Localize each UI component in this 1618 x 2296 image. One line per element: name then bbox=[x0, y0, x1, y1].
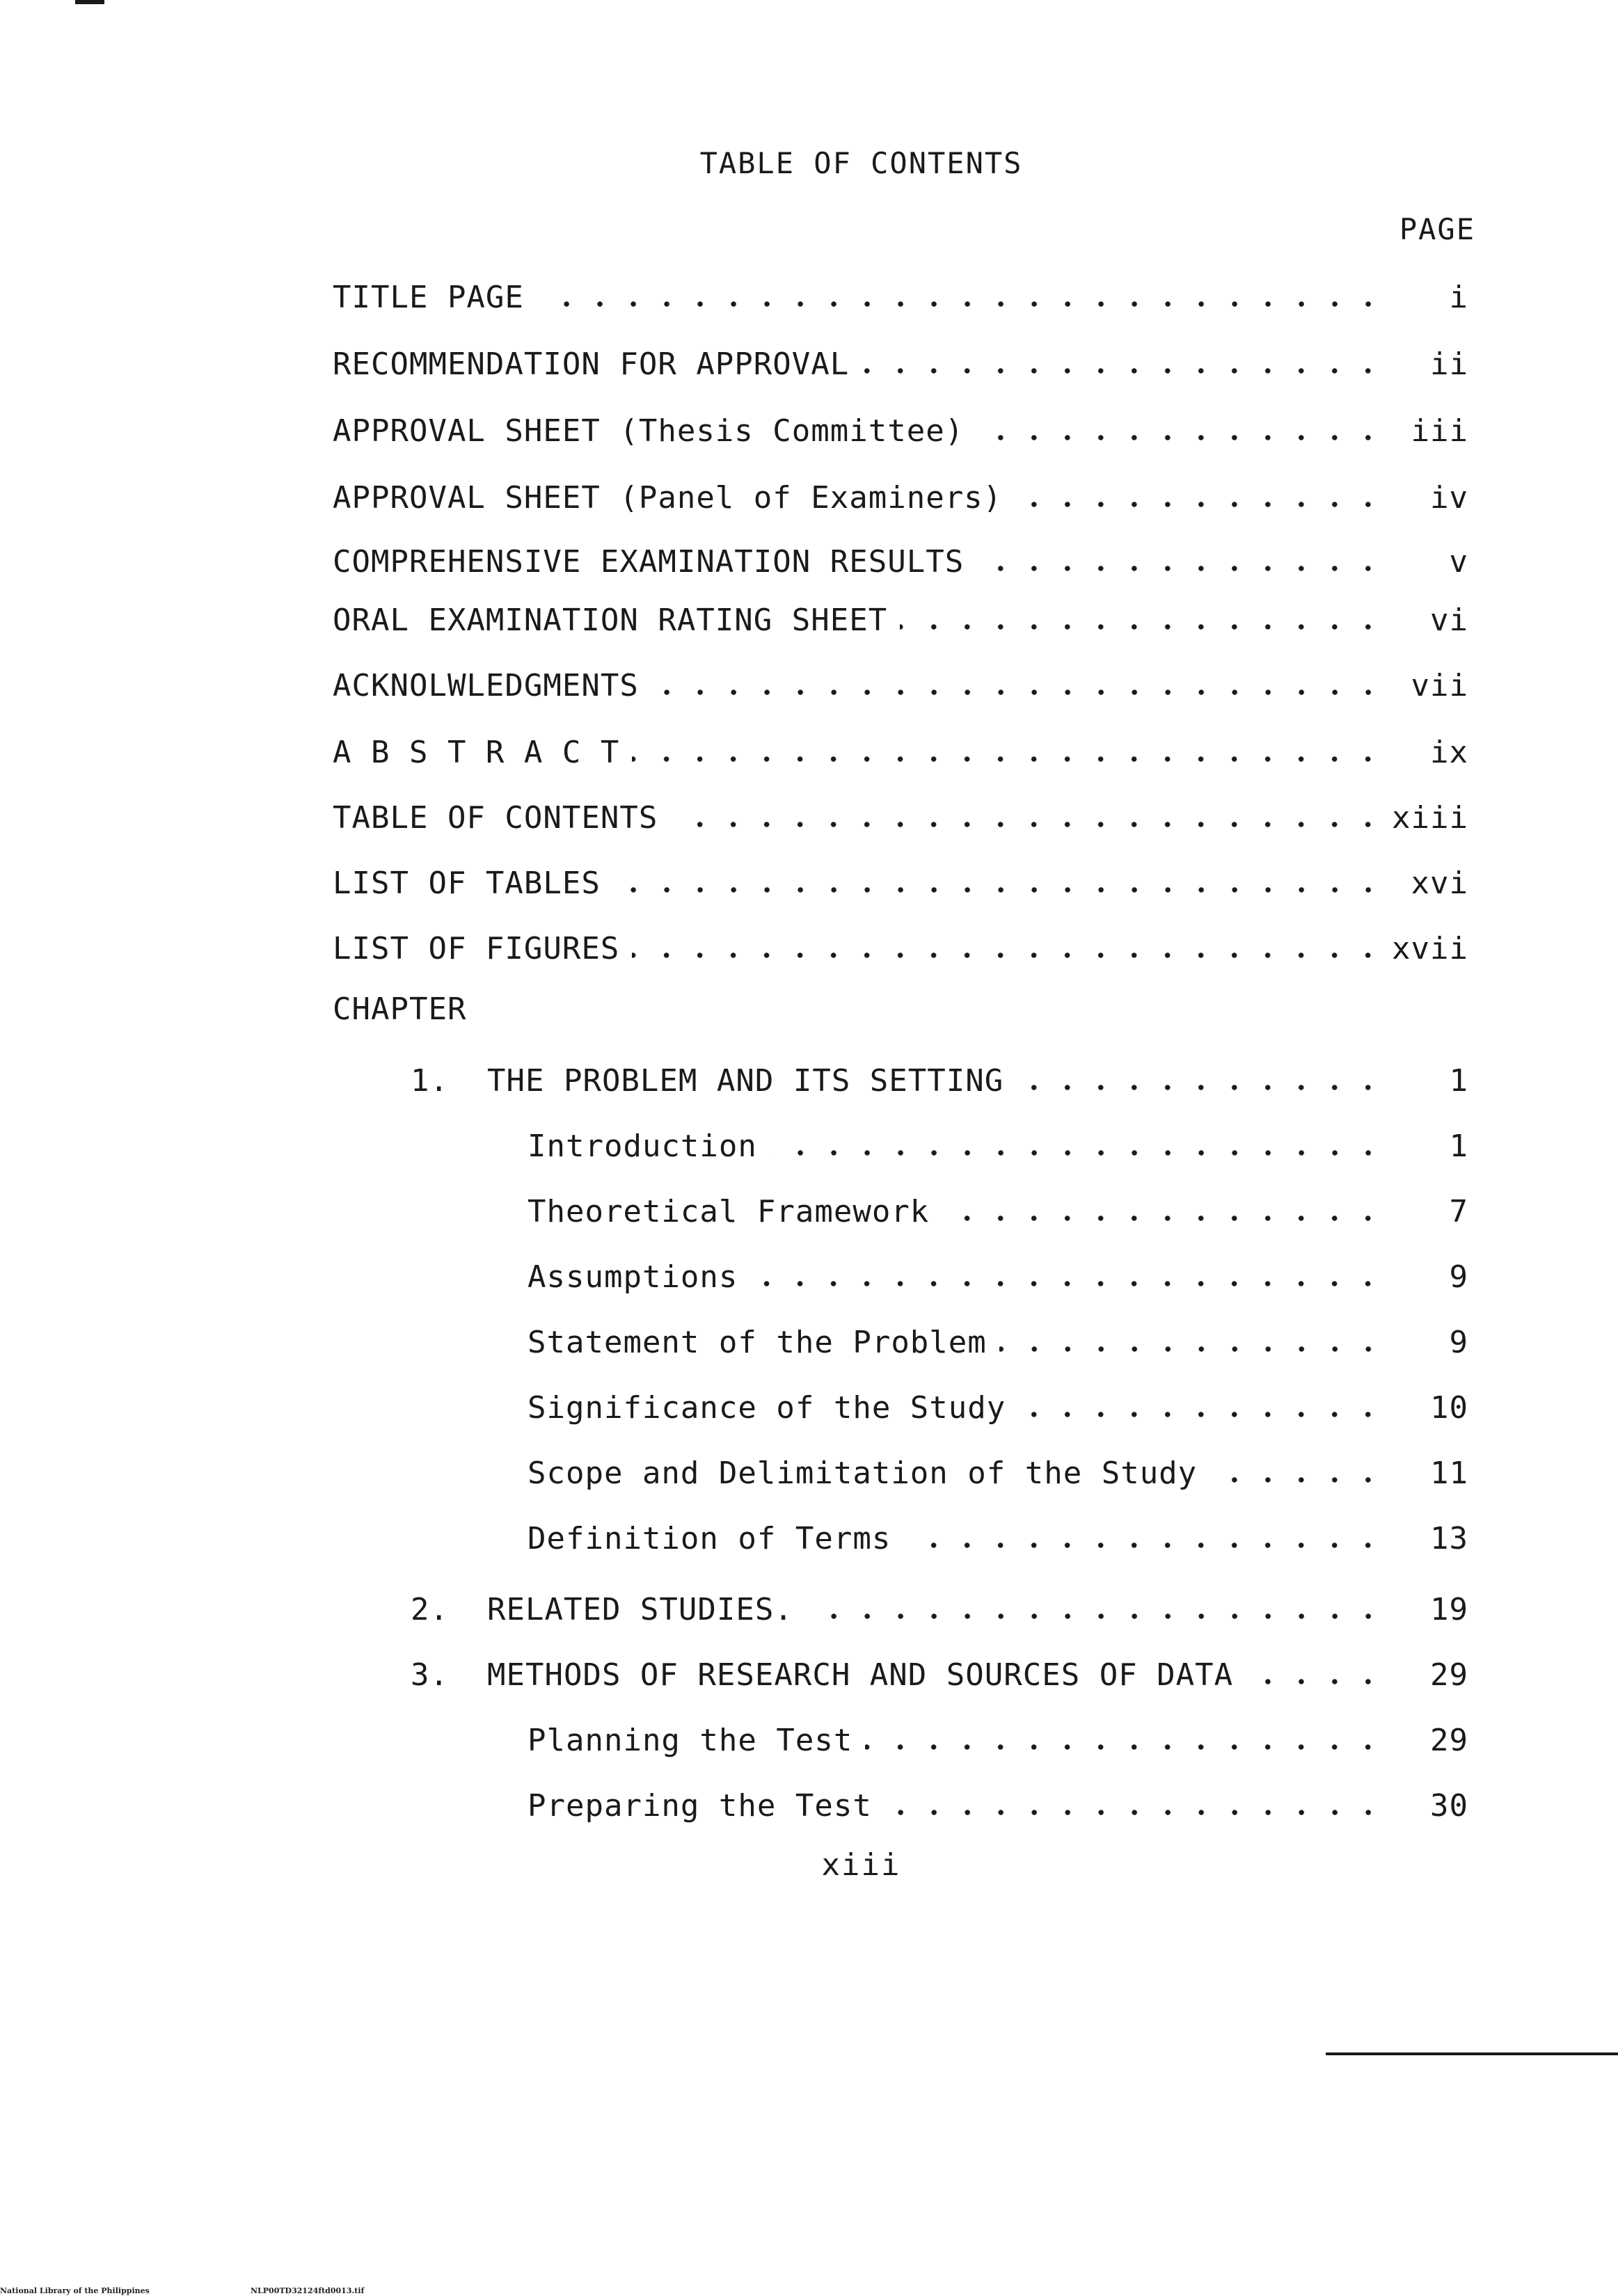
toc-entry-label: Assumptions bbox=[528, 1257, 750, 1298]
toc-entry-page: iv bbox=[1430, 480, 1468, 516]
toc-entry-page: 29 bbox=[1430, 1723, 1468, 1758]
dot-leader bbox=[976, 433, 1385, 443]
toc-entry-preparing-test[interactable] bbox=[528, 1785, 1468, 1827]
toc-entry-page: 19 bbox=[1430, 1592, 1468, 1627]
toc-entry-label: LIST OF TABLES bbox=[333, 863, 613, 904]
toc-entry-page: 9 bbox=[1449, 1325, 1468, 1360]
toc-entry-definition-of-terms[interactable] bbox=[528, 1518, 1468, 1560]
toc-entry-page: xvii bbox=[1392, 931, 1468, 966]
toc-entry-label: A B S T R A C T bbox=[333, 732, 632, 774]
toc-entry-approval-thesis[interactable] bbox=[333, 410, 1468, 452]
toc-entry-label: THE PROBLEM AND ITS SETTING bbox=[487, 1060, 1016, 1102]
toc-entry-assumptions[interactable] bbox=[528, 1257, 1468, 1298]
toc-entry-page: xiii bbox=[1392, 800, 1468, 836]
dot-leader bbox=[862, 366, 1385, 376]
dot-leader bbox=[632, 950, 1385, 960]
page-title: TABLE OF CONTENTS bbox=[699, 146, 1023, 180]
dot-leader bbox=[1246, 1677, 1385, 1687]
dot-leader bbox=[670, 820, 1385, 829]
footer-file-id: NLP00TD32124ftd0013.tif bbox=[251, 2286, 365, 2295]
toc-entry-introduction[interactable] bbox=[528, 1126, 1468, 1167]
toc-entry-label: RECOMMENDATION FOR APPROVAL bbox=[333, 344, 862, 385]
dot-leader bbox=[999, 1344, 1385, 1354]
toc-entry-chapter-1[interactable] bbox=[411, 1060, 1468, 1102]
toc-entry-label: APPROVAL SHEET (Panel of Examiners) bbox=[333, 477, 1015, 519]
toc-entry-page: 1 bbox=[1449, 1129, 1468, 1164]
dot-leader bbox=[1018, 1410, 1385, 1419]
dot-leader bbox=[942, 1213, 1385, 1223]
toc-entry-label: TITLE PAGE bbox=[333, 277, 537, 319]
toc-entry-label: COMPREHENSIVE EXAMINATION RESULTS bbox=[333, 541, 976, 583]
chapter-number: 1. bbox=[411, 1063, 449, 1099]
dot-leader bbox=[1016, 1083, 1385, 1092]
toc-entry-comprehensive-exam[interactable] bbox=[333, 541, 1468, 583]
dot-leader bbox=[651, 687, 1385, 697]
toc-entry-page: ix bbox=[1430, 735, 1468, 770]
toc-entry-label: ACKNOLWLEDGMENTS bbox=[333, 665, 651, 707]
toc-entry-list-of-tables[interactable] bbox=[333, 863, 1468, 904]
toc-entry-label: Introduction bbox=[528, 1126, 770, 1167]
toc-entry-chapter-3[interactable] bbox=[411, 1655, 1468, 1696]
toc-entry-page: 29 bbox=[1430, 1657, 1468, 1693]
dot-leader bbox=[1015, 500, 1385, 509]
toc-entry-page: vii bbox=[1411, 668, 1468, 703]
toc-entry-page: 10 bbox=[1430, 1390, 1468, 1426]
toc-entry-label: METHODS OF RESEARCH AND SOURCES OF DATA bbox=[487, 1655, 1246, 1696]
toc-entry-acknowledgments[interactable] bbox=[333, 665, 1468, 707]
toc-entry-abstract[interactable] bbox=[333, 732, 1468, 774]
toc-entry-chapter-2[interactable] bbox=[411, 1589, 1468, 1631]
dot-leader bbox=[900, 622, 1385, 632]
toc-entry-recommendation[interactable] bbox=[333, 344, 1468, 385]
toc-entry-label: TABLE OF CONTENTS bbox=[333, 797, 670, 839]
toc-entry-label: Statement of the Problem bbox=[528, 1322, 999, 1364]
toc-entry-label: RELATED STUDIES. bbox=[487, 1589, 806, 1631]
dot-leader bbox=[806, 1611, 1385, 1621]
toc-entry-theoretical-framework[interactable] bbox=[528, 1191, 1468, 1233]
dot-leader bbox=[750, 1279, 1385, 1289]
dot-leader bbox=[1209, 1475, 1385, 1485]
dot-leader bbox=[632, 754, 1385, 764]
toc-entry-planning-test[interactable] bbox=[528, 1720, 1468, 1762]
toc-entry-page: 11 bbox=[1430, 1456, 1468, 1491]
dot-leader bbox=[976, 564, 1385, 573]
toc-entry-label: APPROVAL SHEET (Thesis Committee) bbox=[333, 410, 976, 452]
toc-entry-label: LIST OF FIGURES bbox=[333, 928, 632, 970]
chapter-number: 3. bbox=[411, 1657, 449, 1693]
horizontal-rule bbox=[1326, 2052, 1618, 2055]
toc-entry-label: Theoretical Framework bbox=[528, 1191, 942, 1233]
toc-entry-page: xvi bbox=[1411, 866, 1468, 901]
toc-entry-page: v bbox=[1449, 544, 1468, 580]
toc-entry-title-page[interactable] bbox=[333, 277, 1468, 319]
chapter-number: 2. bbox=[411, 1592, 449, 1627]
dot-leader bbox=[613, 885, 1385, 895]
page-folio: xiii bbox=[821, 1847, 901, 1883]
toc-entry-page: 30 bbox=[1430, 1788, 1468, 1824]
toc-entry-list-of-figures[interactable] bbox=[333, 928, 1468, 970]
toc-entry-label: ORAL EXAMINATION RATING SHEET bbox=[333, 600, 900, 641]
toc-entry-page: 13 bbox=[1430, 1521, 1468, 1556]
toc-entry-scope-delimitation[interactable] bbox=[528, 1453, 1468, 1494]
toc-entry-page: vi bbox=[1430, 603, 1468, 638]
toc-entry-page: i bbox=[1449, 280, 1468, 315]
toc-entry-label: Significance of the Study bbox=[528, 1387, 1018, 1429]
toc-entry-page: 7 bbox=[1449, 1194, 1468, 1229]
toc-entry-page: iii bbox=[1411, 413, 1468, 449]
toc-entry-approval-panel[interactable] bbox=[333, 477, 1468, 519]
toc-entry-page: ii bbox=[1430, 346, 1468, 382]
toc-entry-oral-exam[interactable] bbox=[333, 600, 1468, 641]
dot-leader bbox=[885, 1808, 1385, 1817]
toc-entry-page: 1 bbox=[1449, 1063, 1468, 1099]
toc-entry-significance[interactable] bbox=[528, 1387, 1468, 1429]
toc-entry-label: Scope and Delimitation of the Study bbox=[528, 1453, 1209, 1494]
dot-leader bbox=[537, 299, 1385, 309]
toc-entry-label: Definition of Terms bbox=[528, 1518, 903, 1560]
chapter-heading: CHAPTER bbox=[333, 991, 467, 1027]
toc-entry-table-of-contents[interactable] bbox=[333, 797, 1468, 839]
toc-entry-page: 9 bbox=[1449, 1259, 1468, 1295]
toc-entry-label: Planning the Test bbox=[528, 1720, 865, 1762]
toc-entry-statement-of-problem[interactable] bbox=[528, 1322, 1468, 1364]
dot-leader bbox=[770, 1148, 1385, 1158]
page-column-header: PAGE bbox=[1399, 212, 1475, 246]
dot-leader bbox=[865, 1742, 1385, 1752]
dot-leader bbox=[903, 1540, 1385, 1550]
toc-entry-label: Preparing the Test bbox=[528, 1785, 885, 1827]
footer-credit: National Library of the Philippines bbox=[0, 2286, 150, 2295]
